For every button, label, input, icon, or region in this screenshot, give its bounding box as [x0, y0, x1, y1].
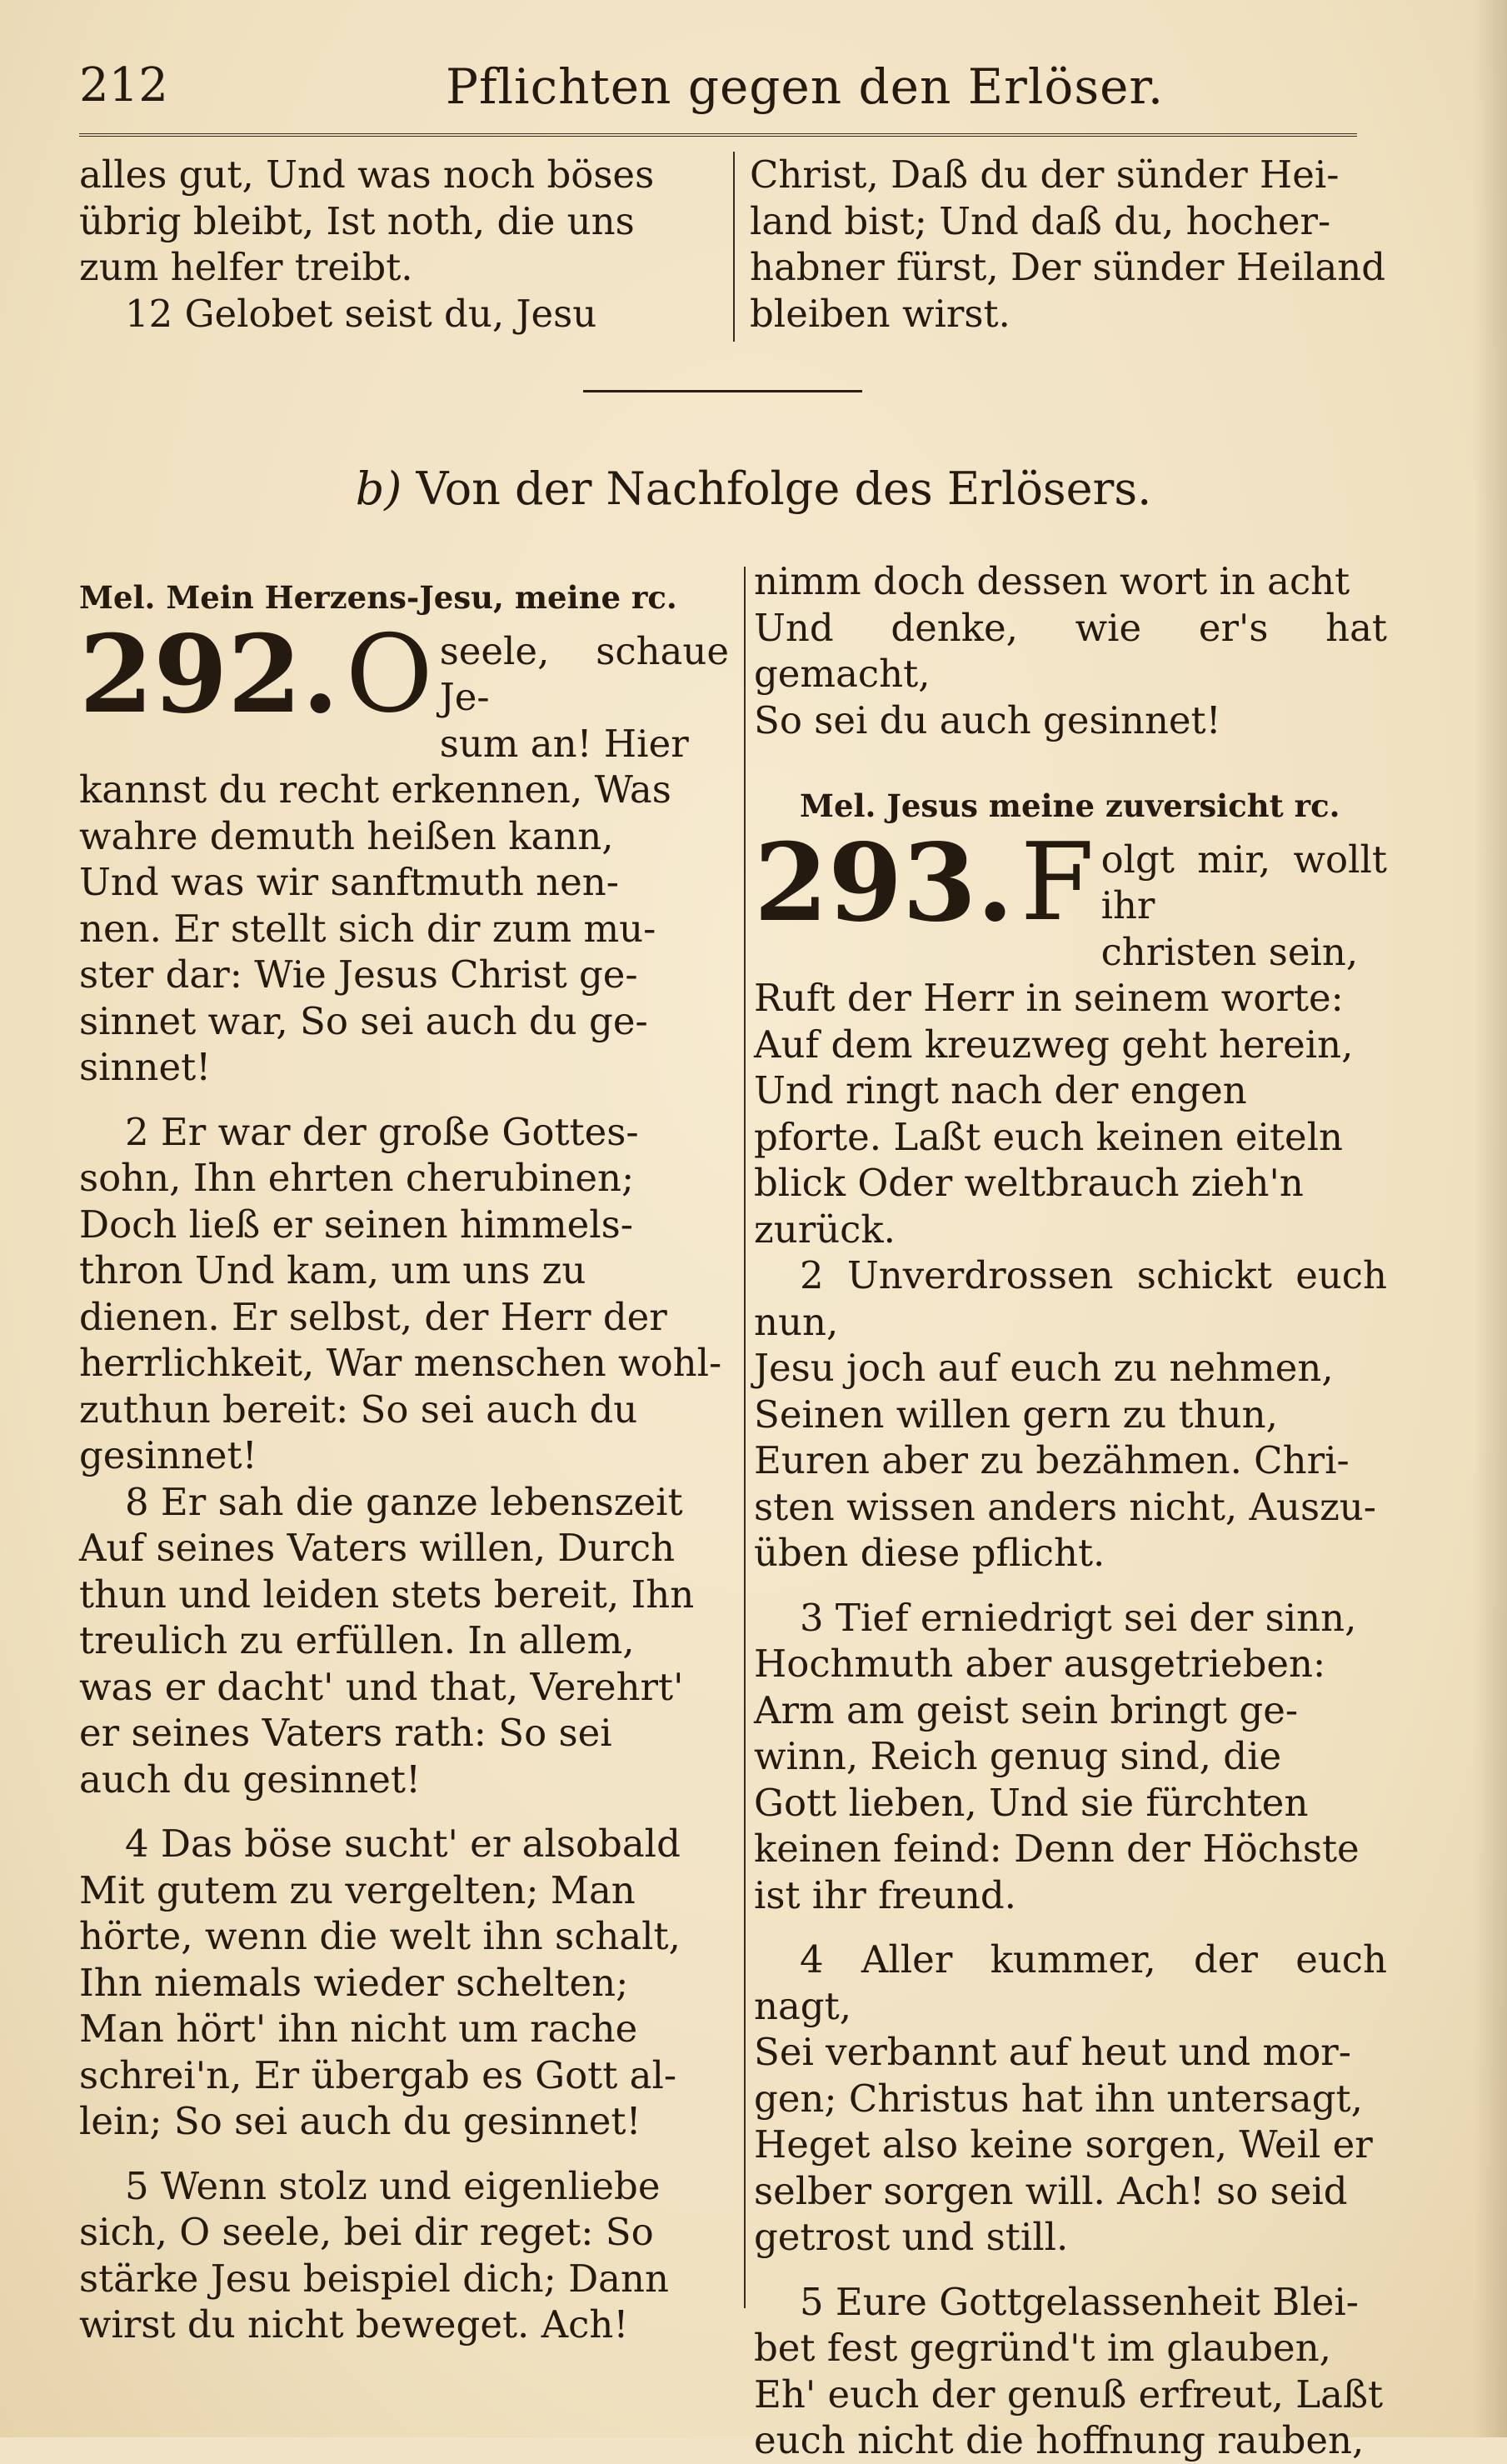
page-spine-shadow [1474, 0, 1507, 2437]
text-line: zurück. [754, 1207, 896, 1252]
verse-gap [754, 1577, 1387, 1595]
text-line: 5 Eure Gottgelassenheit Blei- [800, 2279, 1359, 2324]
dropcap-letter: O [345, 612, 433, 737]
hymn-number: 293. [754, 820, 1014, 946]
text-line: 2 Er war der große Gottes- [125, 1109, 639, 1154]
dropcap-letter: F [1020, 820, 1095, 945]
text-line: 12 Gelobet seist du, Jesu [125, 291, 597, 336]
text-line: olgt mir, wollt ihr [1100, 837, 1387, 927]
text-line: winn, Reich genug sind, die [754, 1734, 1282, 1778]
text-line: Euren aber zu bezähmen. Chri- [754, 1438, 1350, 1482]
text-line: sich, O seele, bei dir reget: So [79, 2210, 654, 2254]
verse-gap [754, 2261, 1387, 2279]
text-line: Auf dem kreuzweg geht herein, [754, 1022, 1354, 1067]
text-line: alles gut, Und was noch böses [79, 152, 655, 197]
text-line: Christ, Daß du der sünder Hei- [750, 152, 1340, 197]
text-line: bet fest gegründ't im glauben, [754, 2326, 1331, 2370]
text-line: 4 Das böse sucht' er alsobald [125, 1822, 681, 1866]
verse-3 [79, 1479, 729, 1803]
text-line: treulich zu erfüllen. In allem, [79, 1618, 635, 1662]
text-line: 5 Wenn stolz und eigenliebe [125, 2163, 661, 2208]
running-title: Pflichten gegen den Erlöser. [446, 58, 1165, 115]
verse-gap [79, 1091, 729, 1109]
text-line: zuthun bereit: So sei auch du [79, 1387, 638, 1432]
hymn-293-start [754, 820, 1387, 1253]
top-left-column [79, 152, 719, 337]
text-line: dienen. Er selbst, der Herr der [79, 1294, 667, 1339]
text-line: Heget also keine sorgen, Weil er [754, 2122, 1373, 2167]
top-column-divider [733, 152, 735, 342]
text-line: ster dar: Wie Jesus Christ ge- [79, 952, 638, 997]
section-title: Von der Nachfolge des Erlösers. [416, 462, 1152, 515]
text-line: 4 Aller kummer, der euch nagt, [754, 1937, 1387, 2028]
text-line: sten wissen anders nicht, Auszu- [754, 1484, 1376, 1529]
left-column [79, 575, 729, 2348]
text-line: Sei verbannt auf heut und mor- [754, 2030, 1352, 2074]
verse-gap [79, 1802, 729, 1821]
text-line: christen sein, [1100, 929, 1359, 974]
hymn-number: 292. [79, 612, 339, 737]
text-line: übrig bleibt, Ist noth, die uns [79, 198, 635, 243]
text-line: wirst du nicht beweget. Ach! [79, 2302, 629, 2347]
text-line: nimm doch dessen wort in acht [754, 559, 1350, 603]
text-line: sinnet war, So sei auch du ge- [79, 998, 648, 1043]
text-line: schrei'n, Er übergab es Gott al- [79, 2052, 677, 2097]
verse-5 [754, 2279, 1387, 2464]
melody-line: Mel. Jesus meine zuversicht rc. [800, 787, 1340, 824]
header-rule [79, 133, 1357, 137]
text-line: lein; So sei auch du gesinnet! [79, 2099, 641, 2143]
page-number: 212 [79, 58, 168, 112]
text-line: zum helfer treibt. [79, 245, 413, 289]
verse-2 [754, 1252, 1387, 1577]
top-right-column [750, 152, 1387, 337]
text-line: sinnet! [79, 1045, 212, 1089]
text-line: ist ihr freund. [754, 1872, 1016, 1917]
verse-gap [754, 1918, 1387, 1937]
verse-3 [754, 1595, 1387, 1919]
verse-2 [79, 1109, 729, 1479]
melody-line: Mel. Mein Herzens-Jesu, meine rc. [79, 579, 677, 616]
main-column-divider [744, 567, 746, 2308]
section-letter: b) [355, 462, 402, 515]
text-line: blick Oder weltbrauch zieh'n [754, 1161, 1304, 1205]
text-line: Ihn niemals wieder schelten; [79, 1960, 629, 2005]
section-gap [754, 743, 1387, 783]
text-line: was er dacht' und that, Verehrt' [79, 1664, 684, 1709]
text-line: 2 Unverdrossen schickt euch nun, [754, 1253, 1387, 1344]
text-line: Gott lieben, Und sie fürchten [754, 1780, 1309, 1825]
text-line: thron Und kam, um uns zu [79, 1248, 586, 1292]
text-line: Ruft der Herr in seinem worte: [754, 976, 1344, 1020]
text-line: 8 Er sah die ganze lebenszeit [125, 1479, 683, 1524]
text-line: seele, schaue Je- [439, 628, 729, 719]
text-line: wahre demuth heißen kann, [79, 813, 614, 858]
text-line: land bist; Und daß du, hocher- [750, 198, 1331, 243]
text-line: sum an! Hier [439, 721, 689, 766]
text-line: Man hört' ihn nicht um rache [79, 2007, 638, 2051]
text-line: Seinen willen gern zu thun, [754, 1392, 1278, 1437]
text-line: 3 Tief erniedrigt sei der sinn, [800, 1595, 1357, 1640]
text-line: keinen feind: Denn der Höchste [754, 1827, 1360, 1871]
text-line: getrost und still. [754, 2215, 1069, 2259]
text-line: pforte. Laßt euch keinen eiteln [754, 1114, 1343, 1159]
text-line: habner fürst, Der sünder Heiland [750, 245, 1386, 289]
text-line: auch du gesinnet! [79, 1757, 422, 1802]
right-column [754, 558, 1387, 2464]
text-line: gesinnet! [79, 1433, 257, 1477]
verse-4 [79, 1821, 729, 2145]
text-line: üben diese pflicht. [754, 1531, 1105, 1575]
text-line: Und denke, wie er's hat gemacht, [754, 605, 1387, 696]
text-line: kannst du recht erkennen, Was [79, 767, 671, 812]
text-line: So sei du auch gesinnet! [754, 697, 1221, 742]
text-line: Und was wir sanftmuth nen- [79, 860, 619, 904]
verse-4 [754, 1937, 1387, 2261]
text-line: Eh' euch der genuß erfreut, Laßt [754, 2372, 1384, 2417]
hymn-292-start [79, 612, 729, 1091]
continued-verse [754, 558, 1387, 743]
text-line: herrlichkeit, War menschen wohl- [79, 1341, 722, 1385]
text-line: bleiben wirst. [750, 291, 1010, 336]
verse-5 [79, 2163, 729, 2348]
text-line: Mit gutem zu vergelten; Man [79, 1867, 636, 1912]
verse-gap [79, 2145, 729, 2163]
text-line: Auf seines Vaters willen, Durch [79, 1526, 676, 1570]
text-line: er seines Vaters rath: So sei [79, 1711, 612, 1755]
section-heading [0, 462, 1507, 515]
text-line: thun und leiden stets bereit, Ihn [79, 1572, 695, 1617]
text-line: sohn, Ihn ehrten cherubinen; [79, 1156, 635, 1200]
text-line: stärke Jesu beispiel dich; Dann [79, 2256, 669, 2301]
section-separator-rule [583, 390, 862, 392]
text-line: Jesu joch auf euch zu nehmen, [754, 1346, 1334, 1390]
text-line: euch nicht die hoffnung rauben, [754, 2418, 1365, 2462]
text-line: gen; Christus hat ihn untersagt, [754, 2076, 1363, 2121]
text-line: hörte, wenn die welt ihn schalt, [79, 1914, 681, 1958]
text-line: Arm am geist sein bringt ge- [754, 1687, 1299, 1732]
text-line: Doch ließ er seinen himmels- [79, 1202, 633, 1247]
text-line: Hochmuth aber ausgetrieben: [754, 1642, 1326, 1686]
text-line: Und ringt nach der engen [754, 1068, 1247, 1112]
text-line: nen. Er stellt sich dir zum mu- [79, 906, 656, 951]
text-line: selber sorgen will. Ach! so seid [754, 2168, 1348, 2213]
